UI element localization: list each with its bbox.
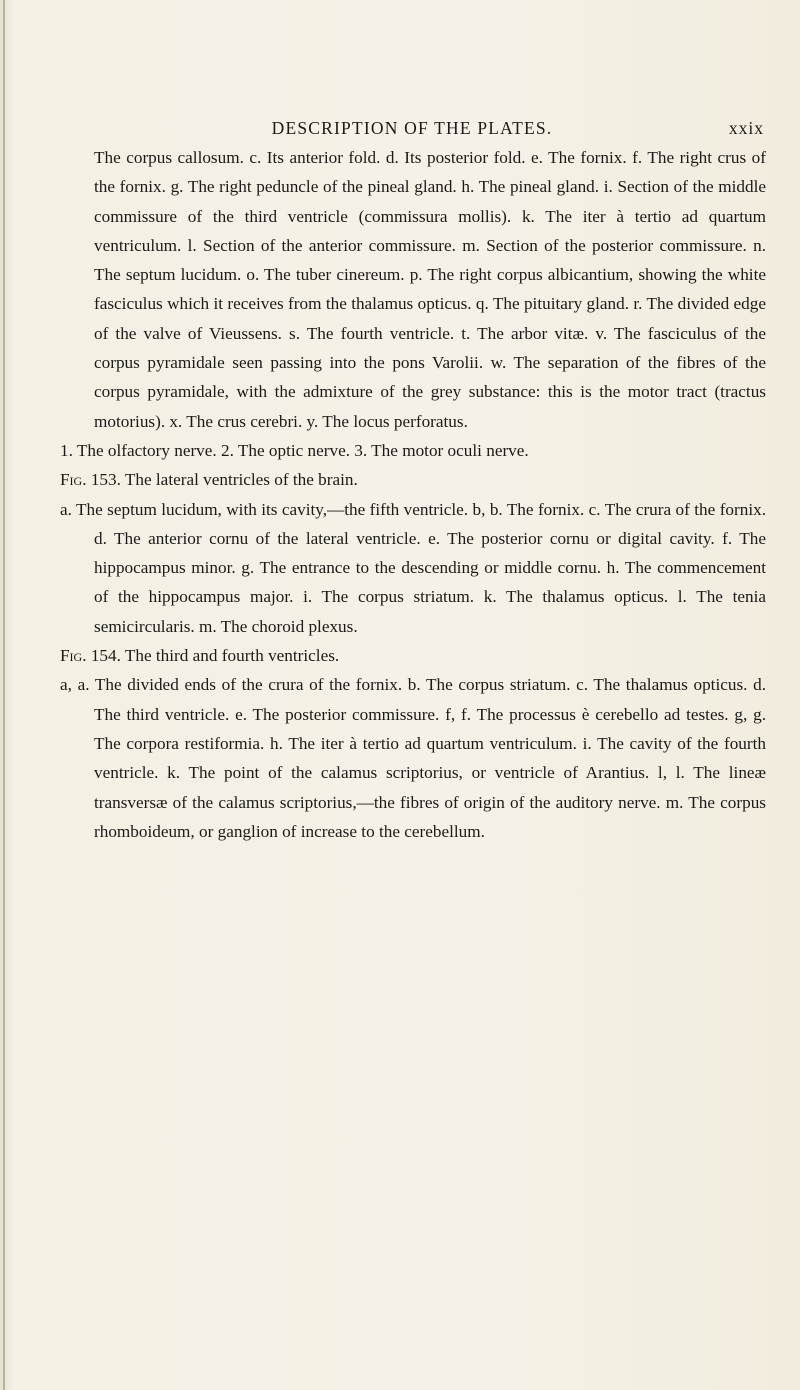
fig-154-heading [60, 641, 766, 670]
nerves-paragraph: 1. The olfactory nerve. 2. The optic nerve. 3. The motor oculi nerve. [60, 440, 529, 460]
page-body [60, 143, 766, 846]
fig-153-label: Fig. [60, 470, 87, 490]
fig-153-heading [60, 465, 766, 494]
fig-154-description: a, a. The divided ends of the crura of the fornix. b. The corpus striatum. c. The thalamus opticus. d. The third ventricle. e. The posterior commissure. f, f. The processus è cerebello ad testes. g, g. The corpora restiformia. h. The iter à tertio ad quartum ventriculum. i. The cavity of the fourth ventricle. k. The point of the calamus scriptorius, or ventricle of Arantius. l, l. The lineæ transversæ of the calamus scriptorius,—the fibres of origin of the auditory nerve. m. The corpus rhomboideum, or ganglion of increase to the cerebellum. [60, 675, 766, 841]
fig-154-label: Fig. [60, 646, 87, 666]
continuation-paragraph: The corpus callosum. c. Its anterior fold. d. Its posterior fold. e. The fornix. f. The right crus of the fornix. g. The right peduncle of the pineal gland. h. The pineal gland. i. Section of the middle commissure of the third ventricle (commissura mollis). k. The iter à tertio ad quartum ventriculum. l. Section of the anterior commissure. m. Section of the posterior commissure. n. The septum lucidum. o. The tuber cinereum. p. The right corpus albicantium, showing the white fasciculus which it receives from the thalamus opticus. q. The pituitary gland. r. The divided edge of the valve of Vieussens. s. The fourth ventricle. t. The arbor vitæ. v. The fasciculus of the corpus pyramidale seen passing into the pons Varolii. w. The separation of the fibres of the corpus pyramidale, with the admixture of the grey substance: this is the motor tract (tractus motorius). x. The crus cerebri. y. The locus perforatus. [94, 148, 766, 431]
fig-153-title: 153. The lateral ventricles of the brain. [90, 470, 358, 490]
fig-153-description: a. The septum lucidum, with its cavity,—the fifth ventricle. b, b. The fornix. c. The crura of the fornix. d. The anterior cornu of the lateral ventricle. e. The posterior cornu or digital cavity. f. The hippocampus minor. g. The entrance to the descending or middle cornu. h. The commencement of the hippocampus major. i. The corpus striatum. k. The thalamus opticus. l. The tenia semicircularis. m. The choroid plexus. [60, 499, 766, 636]
page-number: xxix [728, 118, 764, 138]
page-header [60, 112, 764, 142]
running-title: DESCRIPTION OF THE PLATES. [271, 118, 553, 138]
page-gutter-edge [3, 0, 5, 1390]
fig-154-title: 154. The third and fourth ventricles. [90, 646, 340, 666]
